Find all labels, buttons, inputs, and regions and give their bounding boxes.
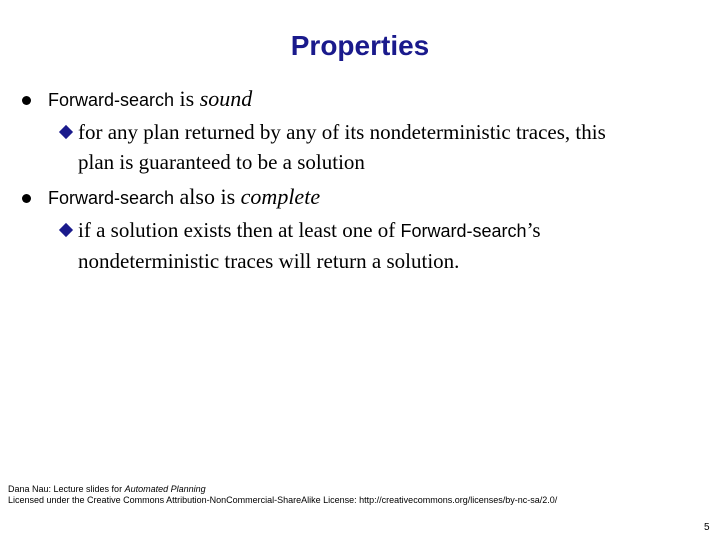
bullet-1-sub: [78, 117, 708, 177]
bullet-2-sub-line-1-a: if a solution exists then at least one of: [78, 218, 401, 242]
footer: [8, 484, 557, 506]
sub-bullet-diamond-icon: [59, 223, 73, 237]
bullet-2-sub-line-1-b: Forward-search: [400, 221, 527, 241]
bullet-1-sub-line-2: plan is guaranteed to be a solution: [78, 150, 365, 174]
bullet-2-sub: [78, 215, 708, 276]
bullet-2-emph: complete: [240, 184, 321, 209]
footer-line-2: Licensed under the Creative Commons Attribution-NonCommercial-ShareAlike License: http://creativecommons.org/licenses/by-nc-sa/2.0/: [8, 495, 558, 505]
bullet-1-prefix: Forward-search: [48, 90, 175, 110]
bullet-1-emph: sound: [199, 86, 253, 111]
page-number: 5: [704, 522, 710, 533]
footer-line-1: [8, 484, 557, 495]
footer-line-1-a: Dana Nau: Lecture slides for: [8, 484, 125, 494]
sub-bullet-diamond-icon: [59, 125, 73, 139]
bullet-dot-icon: [22, 96, 31, 105]
footer-line-1-b: Automated Planning: [124, 484, 206, 494]
bullet-dot-icon: [22, 194, 31, 203]
bullet-2-middle: also is: [174, 184, 241, 209]
bullet-1: [48, 84, 252, 115]
bullet-2-sub-line-1: [78, 215, 708, 246]
slide-title: Properties: [290, 30, 430, 61]
bullet-2-sub-line-1-c: ’s: [526, 218, 541, 242]
bullet-1-sub-line-1: for any plan returned by any of its nondeterministic traces, this: [78, 120, 606, 144]
bullet-1-middle: is: [174, 86, 200, 111]
bullet-2-sub-line-2: nondeterministic traces will return a solution.: [78, 249, 460, 273]
bullet-2-prefix: Forward-search: [48, 188, 175, 208]
bullet-2: [48, 182, 320, 213]
